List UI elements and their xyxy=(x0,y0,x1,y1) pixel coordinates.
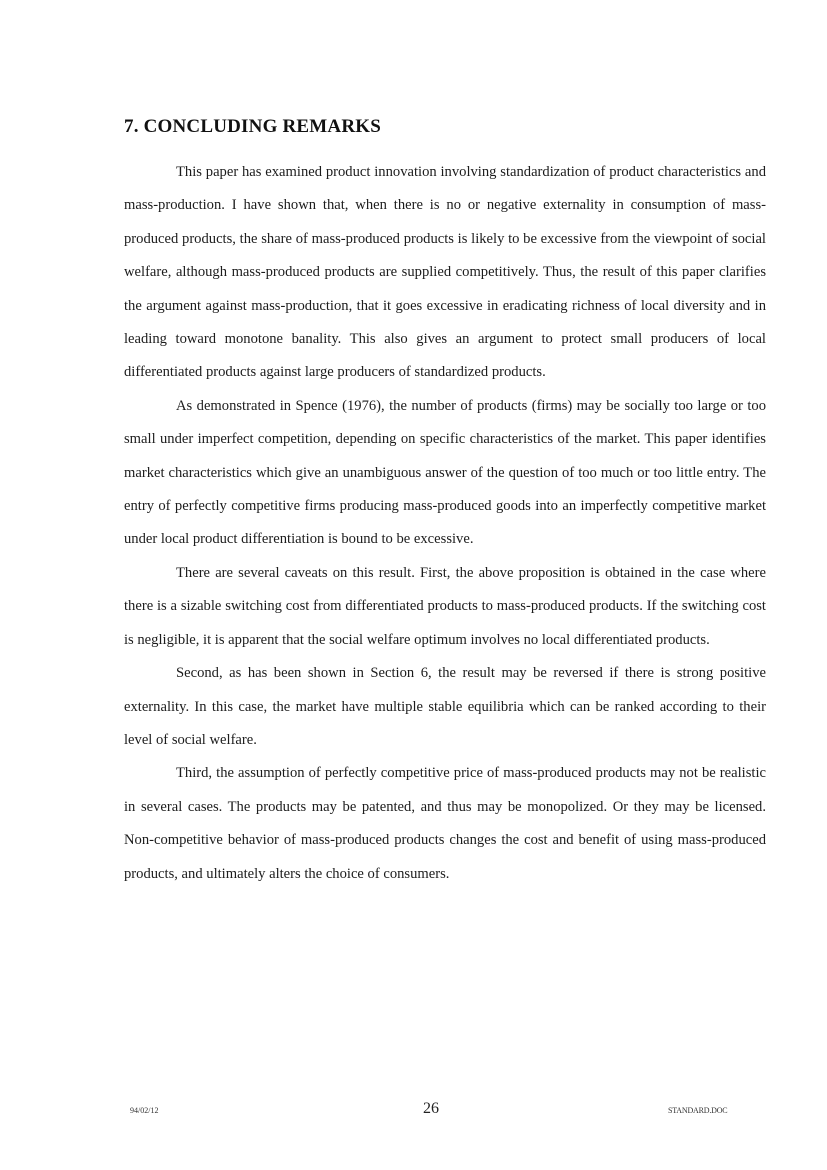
paragraph-3: There are several caveats on this result. First, the above proposition is obtained in the case where there is a sizable switching cost from differentiated products to mass-produced products. If the switching cost is negligible, it is apparent that the social welfare optimum involves no local differentiated products. xyxy=(124,564,766,648)
paragraph-2: As demonstrated in Spence (1976), the number of products (firms) may be socially too large or too small under imperfect competition, depending on specific characteristics of the market. This paper identifies market characteristics which give an unambiguous answer of the question of too much or too little entry. The entry of perfectly competitive firms producing mass-produced goods into an imperfectly competitive market under local product differentiation is bound to be excessive. xyxy=(124,397,766,548)
paragraph-4: Second, as has been shown in Section 6, the result may be reversed if there is strong positive externality. In this case, the market have multiple stable equilibria which can be ranked according to their level of social welfare. xyxy=(124,665,766,748)
paragraph-5: Third, the assumption of perfectly competitive price of mass-produced products may not be realistic in several cases. The products may be patented, and thus may be monopolized. Or they may be licensed. Non-competitive behavior of mass-produced products changes the cost and benefit of using mass-produced products, and ultimately alters the choice of consumers. xyxy=(124,765,766,882)
footer-filename: STANDARD.DOC xyxy=(668,1106,728,1115)
body-text xyxy=(124,156,766,891)
section-heading: 7. CONCLUDING REMARKS xyxy=(124,116,382,137)
page-number: 26 xyxy=(423,1100,439,1117)
footer-date: 94/02/12 xyxy=(130,1106,159,1115)
paragraph-1: This paper has examined product innovation involving standardization of product characteristics and mass-production. I have shown that, when there is no or negative externality in consumption of mass-produced products, the share of mass-produced products is likely to be excessive from the viewpoint of social welfare, although mass-produced products are supplied competitively. Thus, the result of this paper clarifies the argument against mass-production, that it goes excessive in eradicating richness of local diversity and in leading toward monotone banality. This also gives an argument to protect small producers of local differentiated products against large producers of standardized products. xyxy=(124,164,766,381)
